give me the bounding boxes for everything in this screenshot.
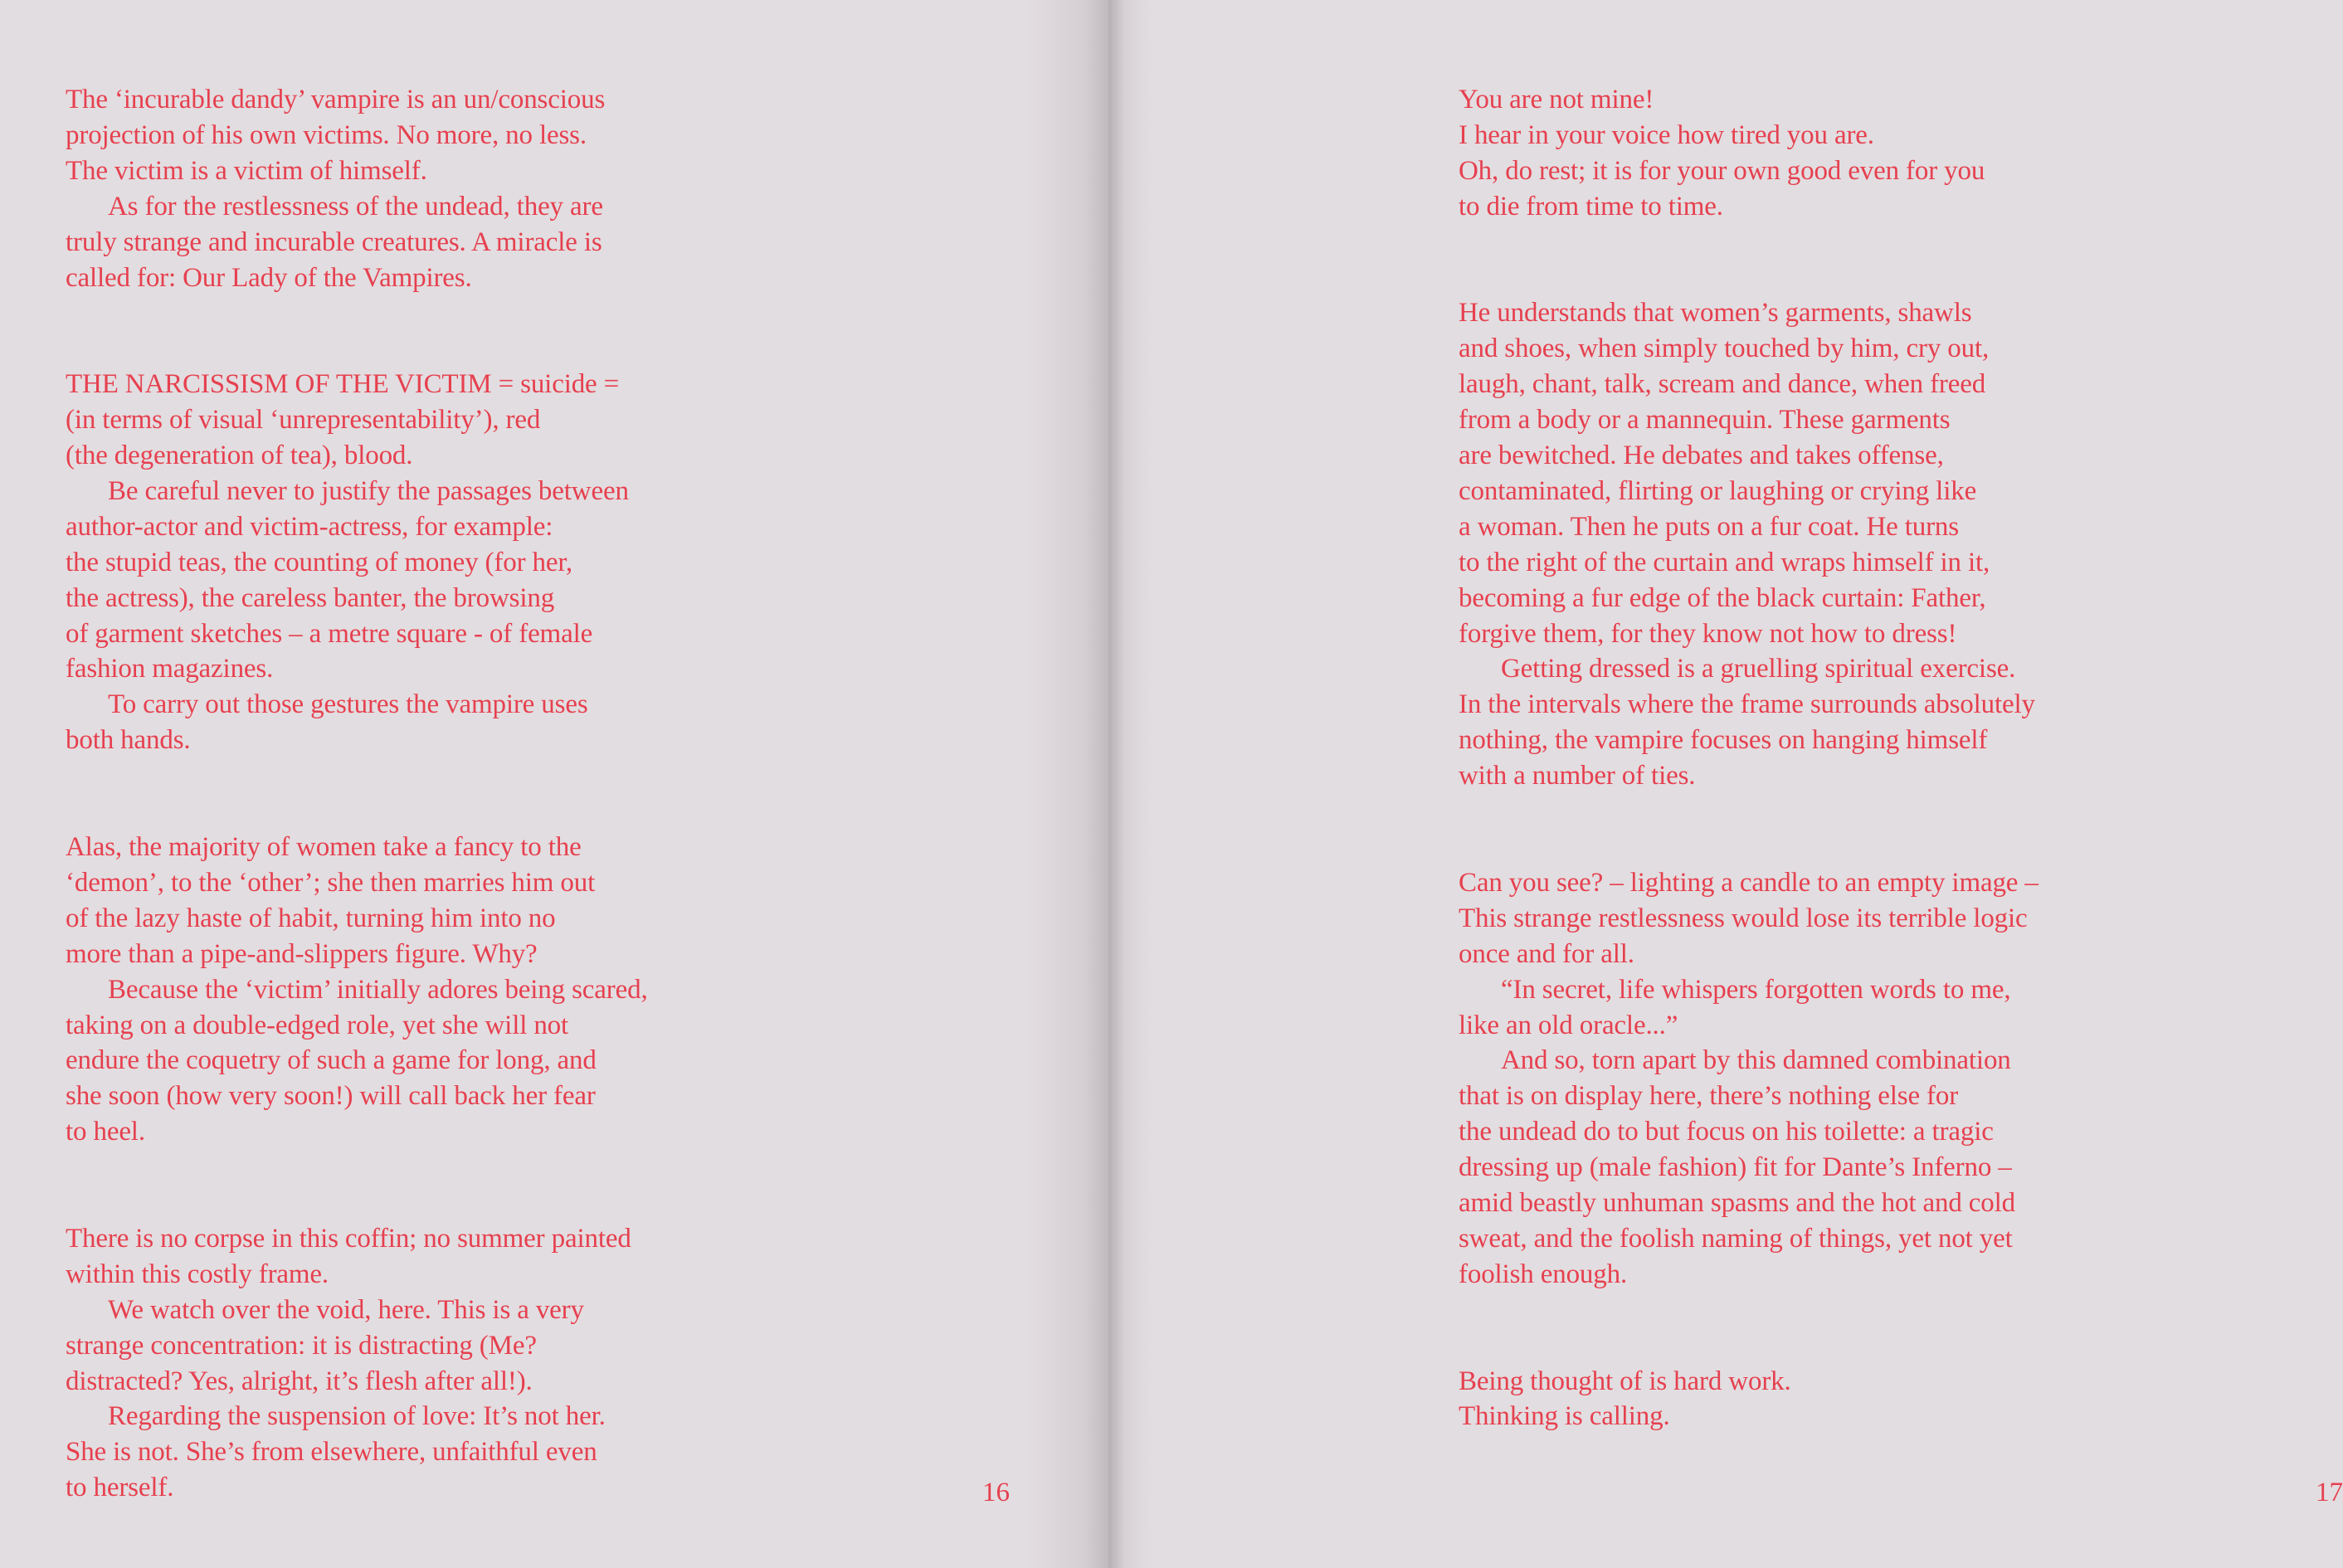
paragraph: Because the ‘victim’ initially adores being scared, taking on a double-edged role, yet she will not endure the coquetry of such a game for long, and she soon (how very soon!) will call back her fear to heel. [66, 974, 648, 1147]
left-page-text-column [66, 82, 779, 1506]
paragraph: Alas, the majority of women take a fancy to the ‘demon’, to the ‘other’; she then marries him out of the lazy haste of habit, turning him into no more than a pipe-and-slippers figure. Why? [66, 832, 596, 969]
paragraph: As for the restlessness of the undead, they are truly strange and incurable creatures. A miracle is called for: Our Lady of the Vampires. [66, 191, 603, 293]
paragraph: There is no corpse in this coffin; no summer painted within this costly frame. [66, 1223, 631, 1289]
paragraph: Regarding the suspension of love: It’s not her. She is not. She’s from elsewhere, unfaithful even to herself. [66, 1401, 606, 1503]
right-page-number: 17 [2316, 1478, 2343, 1507]
paragraph: Being thought of is hard work. Thinking is calling. [1459, 1366, 1791, 1432]
paragraph: Getting dressed is a gruelling spiritual exercise. In the intervals where the frame surrounds absolutely nothing, the vampire focuses on hanging himself with a number of ties. [1459, 654, 2035, 791]
paragraph: We watch over the void, here. This is a very strange concentration: it is distracting (Me? distracted? Yes, alright, it’s flesh after all!). [66, 1294, 584, 1396]
paragraph: The ‘incurable dandy’ vampire is an un/conscious projection of his own victims. No more, no less. The victim is a victim of himself. [66, 85, 606, 186]
paragraph: And so, torn apart by this damned combination that is on display here, there’s nothing else for the undead do to but focus on his toilette: a tragic dressing up (male fashion) fit for Dante’s Inferno – amid beastly unhuman spasms and the hot and cold sweat, and the foolish naming of things, yet not yet foolish enough. [1459, 1045, 2016, 1289]
paragraph: He understands that women’s garments, shawls and shoes, when simply touched by him, cry out, laugh, chant, talk, scream and dance, when freed from a body or a mannequin. These garments are bewitched. He debates and takes offense, contaminated, flirting or laughing or crying like a woman. Then he puts on a fur coat. He turns to the right of the curtain and wraps himself in it, becoming a fur edge of the black curtain: Father, forgive them, for they know not how to dress! [1459, 298, 1990, 649]
paragraph: To carry out those gestures the vampire uses both hands. [66, 689, 588, 756]
paragraph: Can you see? – lighting a candle to an empty image – This strange restlessness would lose its terrible logic once and for all. [1459, 867, 2039, 969]
paragraph: THE NARCISSISM OF THE VICTIM = suicide = (in terms of visual ‘unrepresentability’), red (the degeneration of tea), blood. [66, 369, 620, 471]
paragraph: You are not mine! I hear in your voice how tired you are. Oh, do rest; it is for your own good even for you to die from time to time. [1459, 85, 1985, 222]
left-page-number: 16 [982, 1478, 1010, 1507]
right-page-text-column [1459, 82, 2189, 1434]
paragraph: “In secret, life whispers forgotten words to me, like an old oracle...” [1459, 974, 2011, 1040]
paragraph: Be careful never to justify the passages between author-actor and victim-actress, for example: the stupid teas, the counting of money (for her, the actress), the careless banter, the browsing of garment sketches – a metre square - of female fashion magazines. [66, 475, 629, 684]
left-page [0, 0, 1108, 1568]
